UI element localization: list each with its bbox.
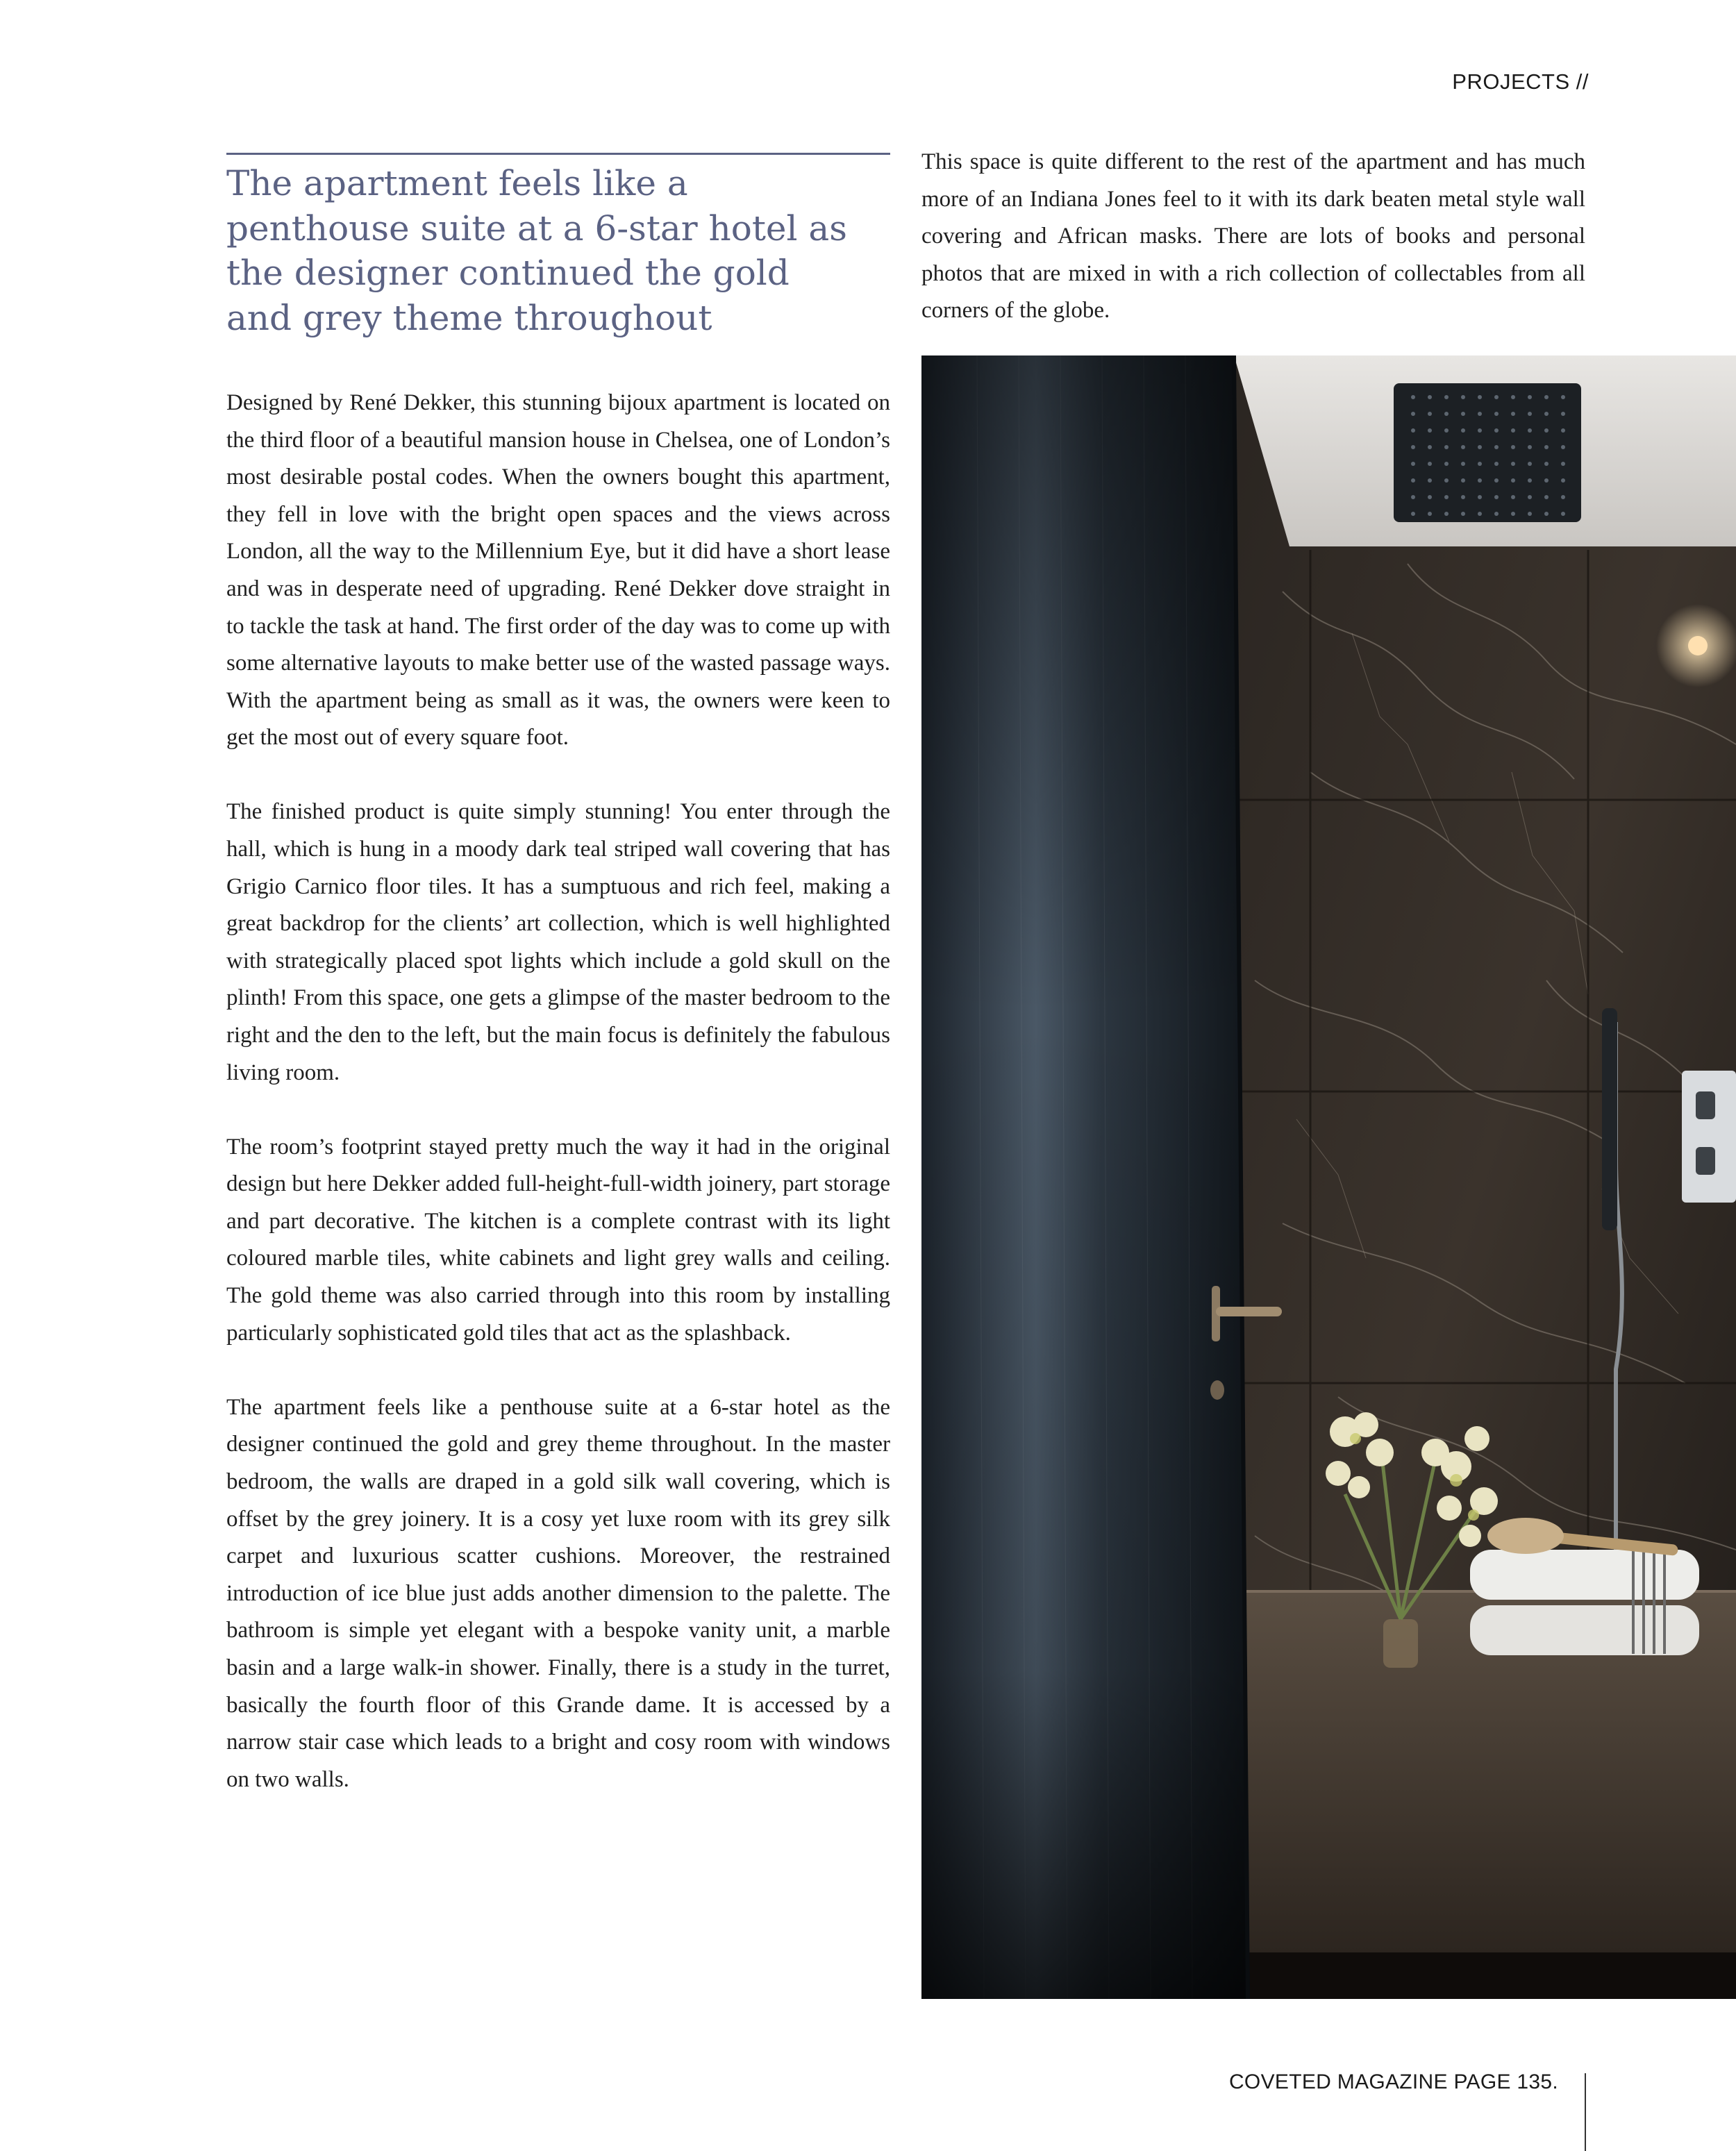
page-number-label: COVETED MAGAZINE PAGE 135. <box>1228 2070 1558 2093</box>
body-paragraph: The apartment feels like a penthouse suite at a 6-star hotel as the designer continued the gold and grey theme throughout. In the master bedroom, the walls are draped in a gold silk wall covering, which is offset by the grey joinery. It is a cosy yet luxe room with its grey silk carpet and luxurious scatter cushions. Moreover, the restrained introduction of ice blue just adds another dimension to the palette. The bathroom is simple yet elegant with a bespoke vanity unit, a marble basin and a large walk-in shower. Finally, there is a study in the turret, basically the fourth floor of this Grande dame. It is accessed by a narrow stair case which leads to a bright and cosy room with windows on two walls. <box>226 1394 890 1792</box>
pullquote-rule <box>226 153 890 155</box>
body-paragraph: Designed by René Dekker, this stunning bijoux apartment is located on the third floor of a beautiful mansion house in Chelsea, one of London’s most desirable postal codes. When the owners bought this apartment, they fell in love with the bright open spaces and the views across London, all the way to the Millennium Eye, but it did have a short lease and was in desperate need of upgrading. René Dekker dove straight in to tackle the task at hand. The first order of the day was to come up with some alternative layouts to make better use of the wasted passage ways. With the apartment being as small as it was, the owners were keen to get the most out of every square foot. <box>226 390 890 751</box>
bathroom-photo <box>921 355 1736 1999</box>
footer-rule <box>1585 2073 1586 2151</box>
body-column <box>226 385 890 1836</box>
body-paragraph: The finished product is quite simply stunning! You enter through the hall, which is hung in a moody dark teal striped wall covering that has Grigio Carnico floor tiles. It has a sumptuous and rich feel, making a great backdrop for the clients’ art collection, which is well highlighted with strategically placed spot lights which include a gold skull on the plinth! From this space, one gets a glimpse of the master bedroom to the right and the den to the left, but the main focus is definitely the fabulous living room. <box>226 799 890 1085</box>
right-column-intro: This space is quite different to the rest of the apartment and has much more of an Indiana Jones feel to it with its dark beaten metal style wall covering and African masks. There are lots of books and personal photos that are mixed in with a rich collection of collectables from all corners of the globe. <box>921 149 1585 324</box>
pullquote: The apartment feels like a penthouse suite at a 6-star hotel as the designer continued the gold and grey theme throughout <box>226 163 847 338</box>
body-paragraph: The room’s footprint stayed pretty much the way it had in the original design but here Dekker added full-height-full-width joinery, part storage and part decorative. The kitchen is a complete contrast with its light coloured marble tiles, white cabinets and light grey walls and ceiling. The gold theme was also carried through into this room by installing particularly sophisticated gold tiles that act as the splashback. <box>226 1134 890 1346</box>
section-label: PROJECTS // <box>1452 69 1589 94</box>
